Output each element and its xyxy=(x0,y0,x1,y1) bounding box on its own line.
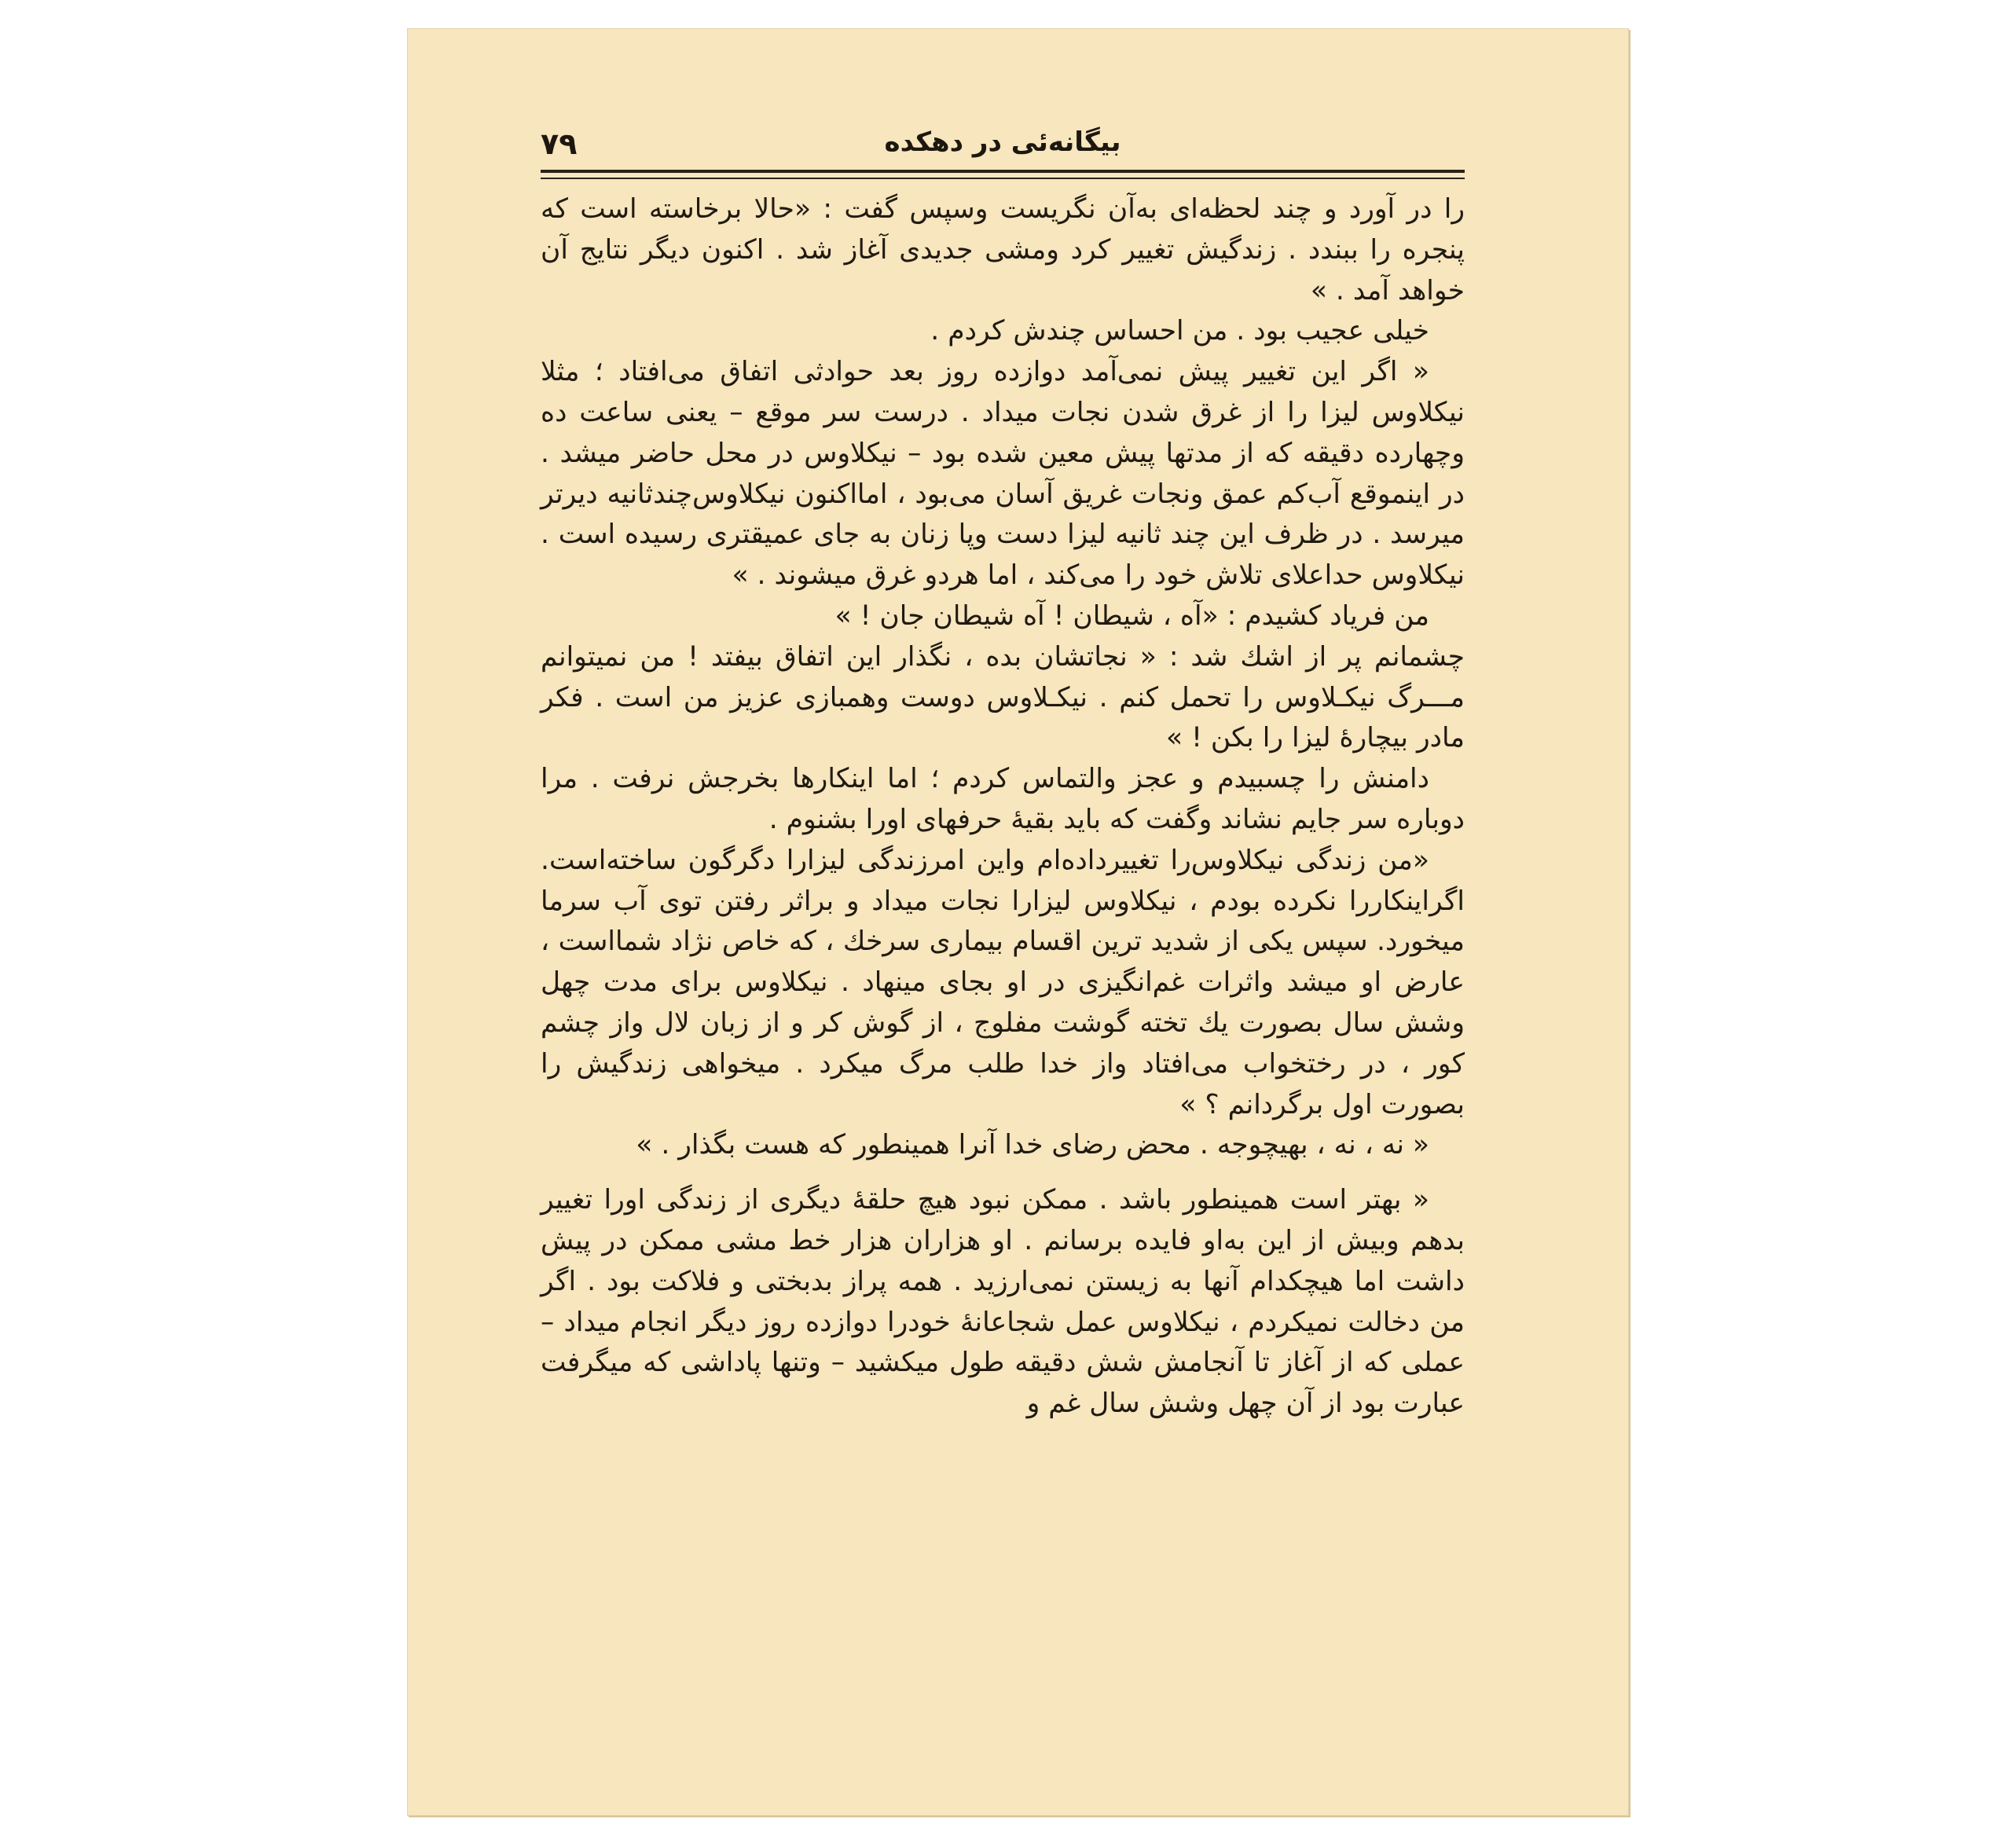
paragraph: « اگر این تغییر پیش نمی‌آمد دوازده روز بعد حوادثی اتفاق می‌افتاد ؛ مثلا نیکلاوس لیزا را از غرق شدن نجات میداد . درست سر موقع – یعنی ساعت ده وچهارده دقیقه که از مدتها پیش معین شده بود – نیکلاوس در محل حاضر میشد . در اینموقع آب‌کم عمق ونجات غریق آسان می‌بود ، اماا‌کنون نیکلاوس‌چندثانیه دیرتر میرسد . در ظرف این چند ثانیه لیزا دست وپا زنان به جای عمیقتری رسیده است . نیکلاوس حداعلای تلاش خود را می‌کند ، اما هردو غرق میشوند . » xyxy=(541,356,1465,592)
page-header xyxy=(541,126,1465,174)
paragraph: خیلی عجیب بود . من احساس چندش کردم . xyxy=(930,315,1429,347)
paragraph: چشمانم پر از اشك شد : « نجاتشان بده ، نگذار این اتفاق بیفتد ! من نمیتوانم مـــرگ نیکـلاوس را تحمل کنم . نیکـلاوس دوست وهمبازی عزیز من است . فکر مادر بیچارهٔ لیزا را بکن ! » xyxy=(541,640,1465,754)
page-number: ۷۹ xyxy=(541,126,578,161)
page-body xyxy=(541,189,1465,1424)
paragraph: دامنش را چسبیدم و عجز والتماس کردم ؛ اما اینکارها بخرجش نرفت . مرا دوباره سر جایم نشاند وگفت که باید بقیهٔ حرفهای اورا بشنوم . xyxy=(541,763,1465,835)
paragraph: « نه ، نه ، بهیچوجه . محض رضای خدا آنرا همینطور که هست بگذار . » xyxy=(636,1129,1429,1161)
book-page xyxy=(407,28,1629,1816)
paragraph: « بهتر است همینطور باشد . ممکن نبود هیچ حلقهٔ دیگری از زندگی اورا تغییر بدهم وبیش از این به‌او فایده برسانم . او هزاران هزار خط مشی ممکن در پیش داشت اما هیچکدام آنها به زیستن نمی‌ارزید . همه پراز بدبختی و فلاکت بود . اگر من دخالت نمیکردم ، نیکلاوس عمل شجاعانهٔ خودرا دوازده روز دیگر انجام میداد – عملی که از آغاز تا آنجامش شش دقیقه طول میکشید – وتنها پاداشی که میگرفت عبارت بود از آن چهل وشش سال غم و xyxy=(541,1184,1465,1420)
paragraph: من فریاد کشیدم : «آه ، شیطان ! آه شیطان جان ! » xyxy=(834,600,1429,632)
header-rule-thick xyxy=(541,170,1465,173)
paragraph: «من زندگی نیکلاوس‌را تغییرداده‌ام واین امرزندگی لیزارا دگرگون ساخته‌است. اگراینکاررا نکرده بودم ، نیکلاوس لیزارا نجات میداد و براثر رفتن توی آب سرما میخورد. سپس یکی از شدید ترین اقسام بیماری سرخك ، که خاص نژاد شمااست ، عارض او میشد واثرات غم‌انگیزی در او بجای مینهاد . نیکلاوس برای مدت چهل وشش سال بصورت یك تخته گوشت مفلوج ، از گوش کر و از زبان لال واز چشم کور ، در رختخواب می‌افتاد واز خدا طلب مرگ میکرد . میخواهی زندگیش را بصورت اول برگردانم ؟ » xyxy=(541,844,1465,1120)
header-rule-thin xyxy=(541,178,1465,179)
running-title: بیگانه‌ئی در دهکده xyxy=(884,126,1121,158)
paragraph: را در آورد و چند لحظه‌ای به‌آن نگریست وسپس گفت : «حالا برخاسته است که پنجره را ببندد . زندگیش تغییر کرد ومشی جدیدی آغاز شد . اکنون دیگر نتایج آن خواهد آمد . » xyxy=(541,193,1465,306)
